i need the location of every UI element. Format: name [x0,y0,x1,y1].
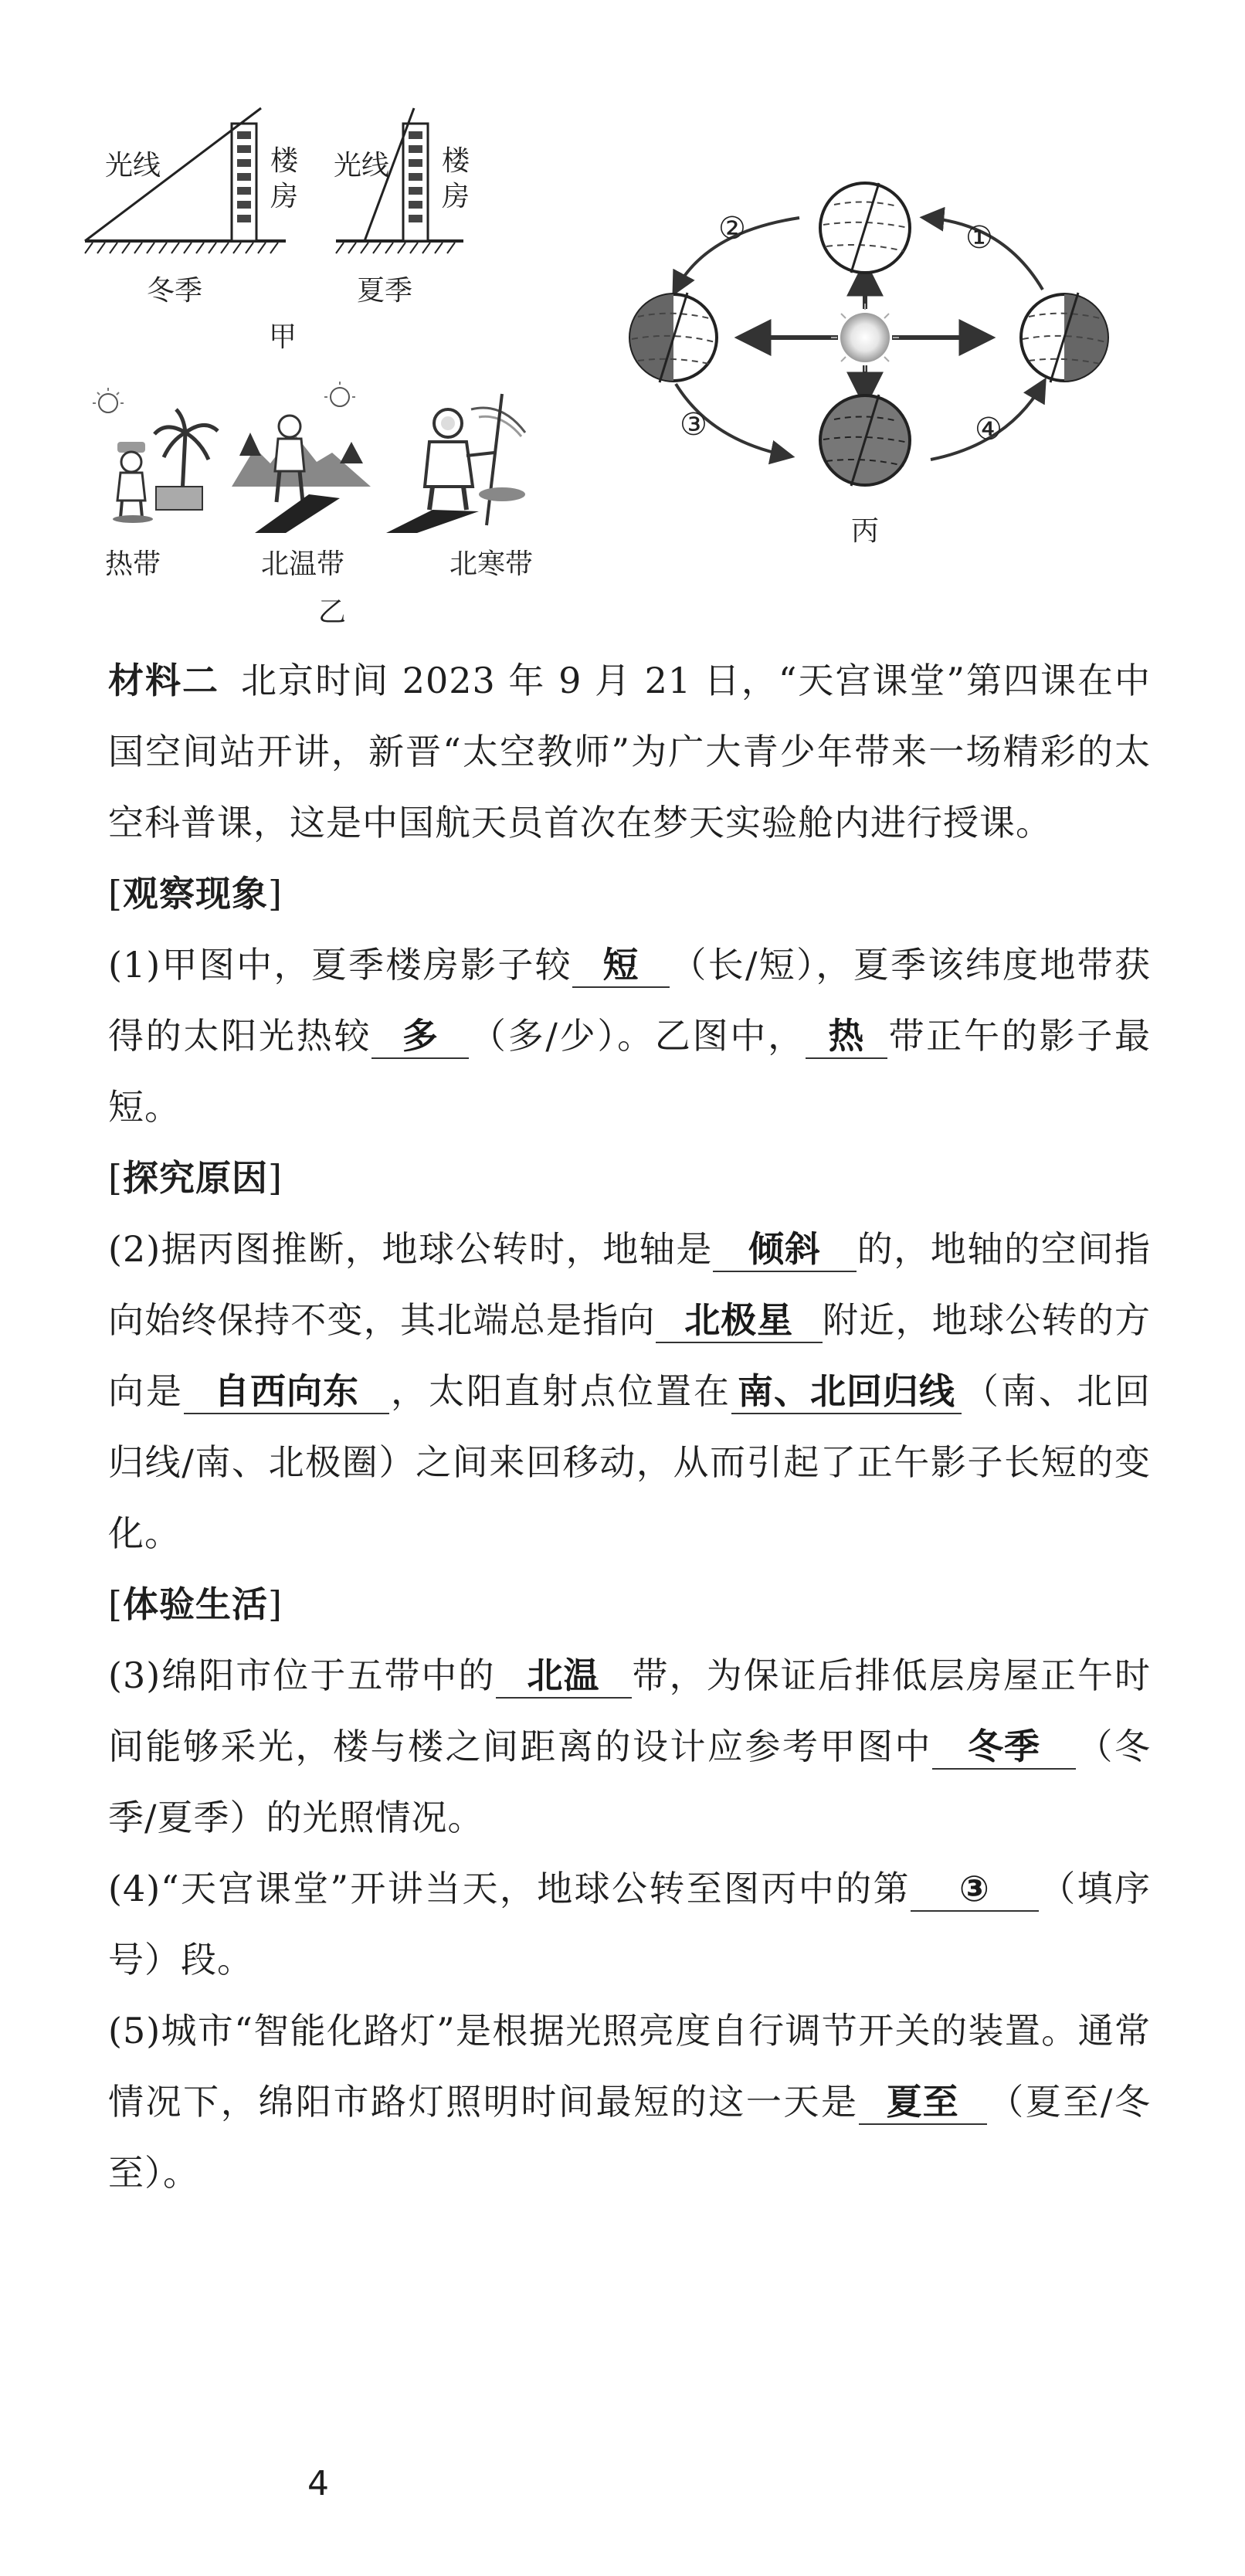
figure-caption-bing: 丙 [851,515,880,547]
q2-text-4: ，太阳直射点位置在 [389,1370,731,1412]
q4-text-2: （填序号）段。 [108,1868,1151,1980]
question-4 [108,1853,1151,1995]
earth-left [630,293,717,382]
section-explore: [探究原因] [108,1157,283,1199]
figure-caption-yi: 乙 [318,596,347,628]
q2-text-2: 的，地轴的空间指向始终保持不变，其北端总是指向 [108,1228,1151,1341]
q3-answer-2: 冬季 [932,1726,1076,1770]
figure-bing [602,174,1135,568]
tropic-zone-illustration [85,386,224,525]
q2-answer-3: 自西向东 [184,1370,389,1414]
q3-text-1: (3)绵阳市位于五带中的 [108,1655,496,1696]
building-label-summer-1: 楼 [442,145,470,177]
q4-text-1: (4)“天宫课堂”开讲当天，地球公转至图丙中的第 [108,1868,911,1909]
season-winter: 冬季 [147,275,203,307]
q3-answer-1: 北温 [496,1655,632,1699]
building-label-winter-1: 楼 [270,145,299,177]
page-number: 4 [307,2464,329,2503]
material-2 [108,645,1151,858]
q3-text-3: （冬季/夏季）的光照情况。 [108,1726,1151,1838]
q2-text-3: 附近，地球公转的方向是 [108,1299,1151,1412]
building-winter [232,124,256,241]
zone-label-north-temperate: 北温带 [261,548,345,580]
section-experience: [体验生活] [108,1583,283,1625]
q1-text-1: (1)甲图中，夏季楼房影子较 [108,944,573,986]
q2-text-5: （南、北回归线/南、北极圈）之间来回移动，从而引起了正午影子长短的变化。 [108,1370,1151,1554]
material-2-text: 北京时间 2023 年 9 月 21 日，“天宫课堂”第四课在中国空间站开讲，新晋“太空教师”为广大青少年带来一场精彩的太空科普课，这是中国航天员首次在梦天实验舱内进行授课。 [108,660,1151,843]
section-observe: [观察现象] [108,873,283,915]
earth-top [820,183,910,273]
zone-label-tropic: 热带 [105,548,161,580]
q3-text-2: 带，为保证后排低层房屋正午时间能够采光，楼与楼之间距离的设计应参考甲图中 [108,1655,1151,1767]
q5-answer-1: 夏至 [859,2081,987,2125]
q5-text-1: (5)城市“智能化路灯”是根据光照亮度自行调节开关的装置。通常情况下，绵阳市路灯照明时间最短的这一天是 [108,2010,1151,2123]
segment-label-3: ③ [680,407,707,443]
question-5 [108,1995,1151,2208]
building-summer [403,124,428,241]
q4-answer-1: ③ [911,1868,1039,1912]
segment-label-4: ④ [975,412,1002,447]
q2-answer-1: 倾斜 [713,1228,857,1272]
question-1 [108,929,1151,1142]
segment-label-1: ① [965,220,993,256]
temperate-zone-illustration [224,378,378,533]
frigid-zone-illustration [386,378,541,533]
light-label-winter: 光线 [105,150,161,182]
q1-text-3: （多/少）。乙图中， [469,1015,806,1057]
earth-right [1021,293,1108,382]
question-3 [108,1640,1151,1853]
section-explore-title: 探究原因 [122,1157,268,1199]
sun [840,313,890,362]
figure-caption-jia: 甲 [269,321,297,353]
q2-answer-2: 北极星 [656,1299,823,1343]
q2-answer-4: 南、北回归线 [731,1370,962,1414]
figure-jia [77,93,510,355]
q1-text-2: （长/短），夏季该纬度地带获得的太阳光热较 [108,944,1151,1057]
q2-text-1: (2)据丙图推断，地球公转时，地轴是 [108,1228,714,1270]
question-text [108,645,1151,2208]
light-label-summer: 光线 [334,150,390,182]
q1-text-4: 带正午的影子最短。 [108,1015,1152,1128]
figure-yi [77,371,572,626]
q1-answer-3: 热 [806,1015,887,1059]
section-experience-title: 体验生活 [122,1583,268,1625]
question-2 [108,1213,1151,1569]
zone-label-north-frigid: 北寒带 [449,548,534,580]
season-summer: 夏季 [357,275,413,307]
material-2-title: 材料二 [108,660,220,701]
q1-answer-2: 多 [371,1015,469,1059]
section-observe-title: 观察现象 [122,873,268,915]
earth-bottom [820,395,910,486]
building-label-summer-2: 房 [442,181,470,212]
building-label-winter-2: 房 [270,181,299,212]
q1-answer-1: 短 [572,944,670,988]
q5-text-2: （夏至/冬至）。 [108,2081,1152,2194]
segment-label-2: ② [718,211,746,246]
